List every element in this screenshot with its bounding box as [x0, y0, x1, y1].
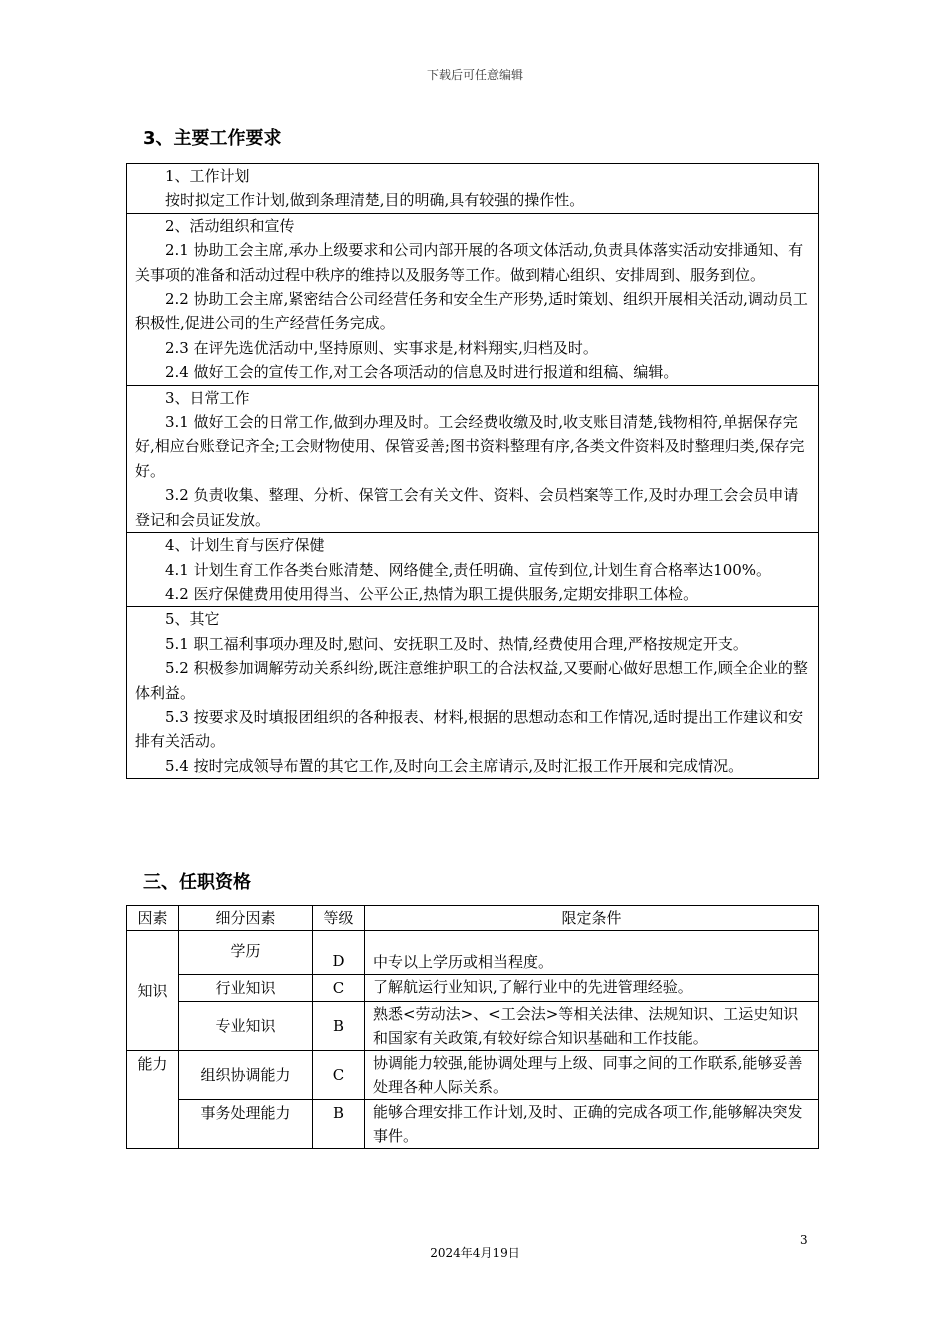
block-paragraph: 按时拟定工作计划,做到条理清楚,目的明确,具有较强的操作性。: [165, 191, 585, 210]
block-paragraph: 5.4 按时完成领导布置的其它工作,及时向工会主席请示,及时汇报工作开展和完成情况。: [165, 756, 744, 775]
grade-cell: C: [313, 975, 365, 1002]
section-title-work-requirements: 3、主要工作要求: [143, 128, 282, 149]
block-heading: 4、计划生育与医疗保健: [165, 536, 325, 555]
section-title-qualifications: 三、任职资格: [143, 872, 251, 893]
condition-cell: 熟悉<劳动法>、<工会法>等相关法律、法规知识、工运史知识和国家有关政策,有较好综合知识基础和工作技能。: [365, 1002, 819, 1051]
work-requirements-table: [126, 163, 819, 779]
condition-cell: 中专以上学历或相当程度。: [365, 931, 819, 975]
table-row: [127, 1002, 819, 1051]
block-family-planning: [127, 533, 819, 607]
col-header-subfactor: 细分因素: [179, 906, 313, 931]
block-heading: 1、工作计划: [165, 167, 250, 185]
factor-knowledge: 知识: [127, 931, 179, 1051]
table-header-row: [127, 906, 819, 931]
page-header: 下载后可任意编辑: [426, 68, 523, 82]
page-footer-date: 2024年4月19日: [430, 1246, 520, 1260]
block-work-plan: [127, 164, 819, 214]
subfactor-cell: 行业知识: [179, 975, 313, 1002]
condition-cell: 了解航运行业知识,了解行业中的先进管理经验。: [365, 975, 819, 1002]
block-paragraph: 2.3 在评先选优活动中,坚持原则、实事求是,材料翔实,归档及时。: [165, 338, 598, 357]
block-other: [127, 607, 819, 779]
block-activities: [127, 213, 819, 385]
block-daily-work: [127, 385, 819, 532]
grade-cell: B: [313, 1100, 365, 1149]
table-row: [127, 1051, 819, 1100]
subfactor-cell: 专业知识: [179, 1002, 313, 1051]
block-paragraph: 3.1 做好工会的日常工作,做到办理及时。工会经费收缴及时,收支账目清楚,钱物相符,单据保存完好,相应台账登记齐全;工会财物使用、保管妥善;图书资料整理有序,各类文件资料及时整理归类,保存完好。: [135, 413, 805, 480]
subfactor-cell: 组织协调能力: [179, 1051, 313, 1100]
block-paragraph: 4.2 医疗保健费用使用得当、公平公正,热情为职工提供服务,定期安排职工体检。: [165, 584, 699, 603]
block-paragraph: 5.1 职工福利事项办理及时,慰问、安抚职工及时、热情,经费使用合理,严格按规定开支。: [165, 634, 748, 653]
table-row: [127, 931, 819, 975]
condition-cell: 协调能力较强,能协调处理与上级、同事之间的工作联系,能够妥善处理各种人际关系。: [365, 1051, 819, 1100]
col-header-condition: 限定条件: [365, 906, 819, 931]
subfactor-cell: 学历: [179, 931, 313, 975]
col-header-factor: 因素: [127, 906, 179, 931]
block-heading: 5、其它: [165, 610, 220, 629]
block-paragraph: 5.2 积极参加调解劳动关系纠纷,既注意维护职工的合法权益,又要耐心做好思想工作,顾全企业的整体利益。: [135, 659, 808, 702]
block-paragraph: 2.1 协助工会主席,承办上级要求和公司内部开展的各项文体活动,负责具体落实活动安排通知、有关事项的准备和活动过程中秩序的维持以及服务等工作。做到精心组织、安排周到、服务到位。: [135, 241, 804, 284]
block-heading: 3、日常工作: [165, 388, 250, 407]
table-row: [127, 975, 819, 1002]
table-row: [127, 1100, 819, 1149]
qualifications-table: [126, 905, 819, 1149]
subfactor-cell: 事务处理能力: [179, 1100, 313, 1149]
condition-cell: 能够合理安排工作计划,及时、正确的完成各项工作,能够解决突发事件。: [365, 1100, 819, 1149]
block-paragraph: 2.4 做好工会的宣传工作,对工会各项活动的信息及时进行报道和组稿、编辑。: [165, 363, 679, 382]
block-paragraph: 5.3 按要求及时填报团组织的各种报表、材料,根据的思想动态和工作情况,适时提出工作建议和安排有关活动。: [135, 707, 804, 751]
grade-cell: D: [313, 931, 365, 975]
grade-cell: C: [313, 1051, 365, 1100]
page-number: 3: [800, 1233, 808, 1247]
col-header-grade: 等级: [313, 906, 365, 931]
block-heading: 2、活动组织和宣传: [165, 216, 295, 235]
block-paragraph: 3.2 负责收集、整理、分析、保管工会有关文件、资料、会员档案等工作,及时办理工会会员申请登记和会员证发放。: [135, 486, 799, 529]
factor-ability: 能力: [127, 1051, 179, 1149]
block-paragraph: 4.1 计划生育工作各类台账清楚、网络健全,责任明确、宣传到位,计划生育合格率达100%。: [165, 560, 772, 579]
block-paragraph: 2.2 协助工会主席,紧密结合公司经营任务和安全生产形势,适时策划、组织开展相关活动,调动员工积极性,促进公司的生产经营任务完成。: [135, 290, 808, 333]
grade-cell: B: [313, 1002, 365, 1051]
